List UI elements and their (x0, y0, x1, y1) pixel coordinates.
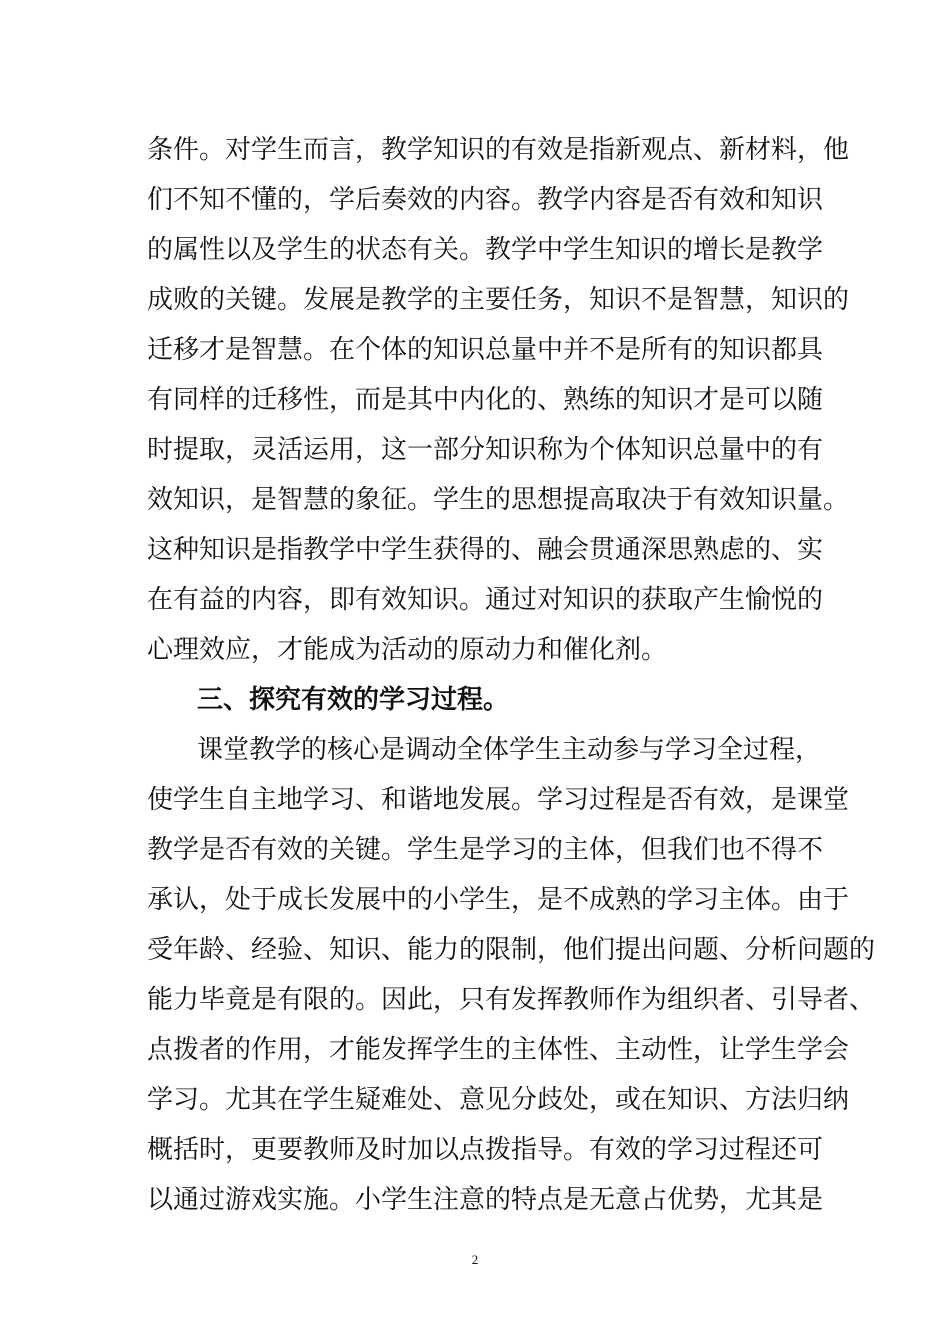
text-line: 承认，处于成长发展中的小学生，是不成熟的学习主体。由于 (147, 885, 850, 915)
text-line: 这种知识是指教学中学生获得的、融会贯通深思熟虑的、实 (147, 535, 824, 565)
text-line: 能力毕竟是有限的。因此，只有发挥教师作为组织者、引导者、 (147, 985, 876, 1015)
section-heading: 三、探究有效的学习过程。 (197, 685, 510, 715)
text-line: 在有益的内容，即有效知识。通过对知识的获取产生愉悦的 (147, 585, 824, 615)
text-line: 迁移才是智慧。在个体的知识总量中并不是所有的知识都具 (147, 335, 824, 365)
text-line: 的属性以及学生的状态有关。教学中学生知识的增长是教学 (147, 235, 824, 265)
text-line: 效知识，是智慧的象征。学生的思想提高取决于有效知识量。 (147, 485, 850, 515)
text-line: 教学是否有效的关键。学生是学习的主体，但我们也不得不 (147, 835, 824, 865)
text-line: 受年龄、经验、知识、能力的限制，他们提出问题、分析问题的 (147, 935, 876, 965)
text-line: 使学生自主地学习、和谐地发展。学习过程是否有效，是课堂 (147, 785, 850, 815)
text-line: 概括时，更要教师及时加以点拨指导。有效的学习过程还可 (147, 1135, 824, 1165)
text-line: 课堂教学的核心是调动全体学生主动参与学习全过程， (197, 735, 822, 765)
text-line: 心理效应，才能成为活动的原动力和催化剂。 (147, 635, 668, 665)
text-line: 们不知不懂的，学后奏效的内容。教学内容是否有效和知识 (147, 185, 824, 215)
text-line: 学习。尤其在学生疑难处、意见分歧处，或在知识、方法归纳 (147, 1085, 850, 1115)
text-line: 点拨者的作用，才能发挥学生的主体性、主动性，让学生学会 (147, 1035, 850, 1065)
page-number: 2 (471, 1252, 479, 1267)
text-line: 有同样的迁移性，而是其中内化的、熟练的知识才是可以随 (147, 385, 824, 415)
text-line: 条件。对学生而言，教学知识的有效是指新观点、新材料，他 (147, 135, 850, 165)
text-line: 以通过游戏实施。小学生注意的特点是无意占优势，尤其是 (147, 1185, 824, 1215)
text-line: 时提取，灵活运用，这一部分知识称为个体知识总量中的有 (147, 435, 824, 465)
text-line: 成败的关键。发展是教学的主要任务，知识不是智慧，知识的 (147, 285, 850, 315)
